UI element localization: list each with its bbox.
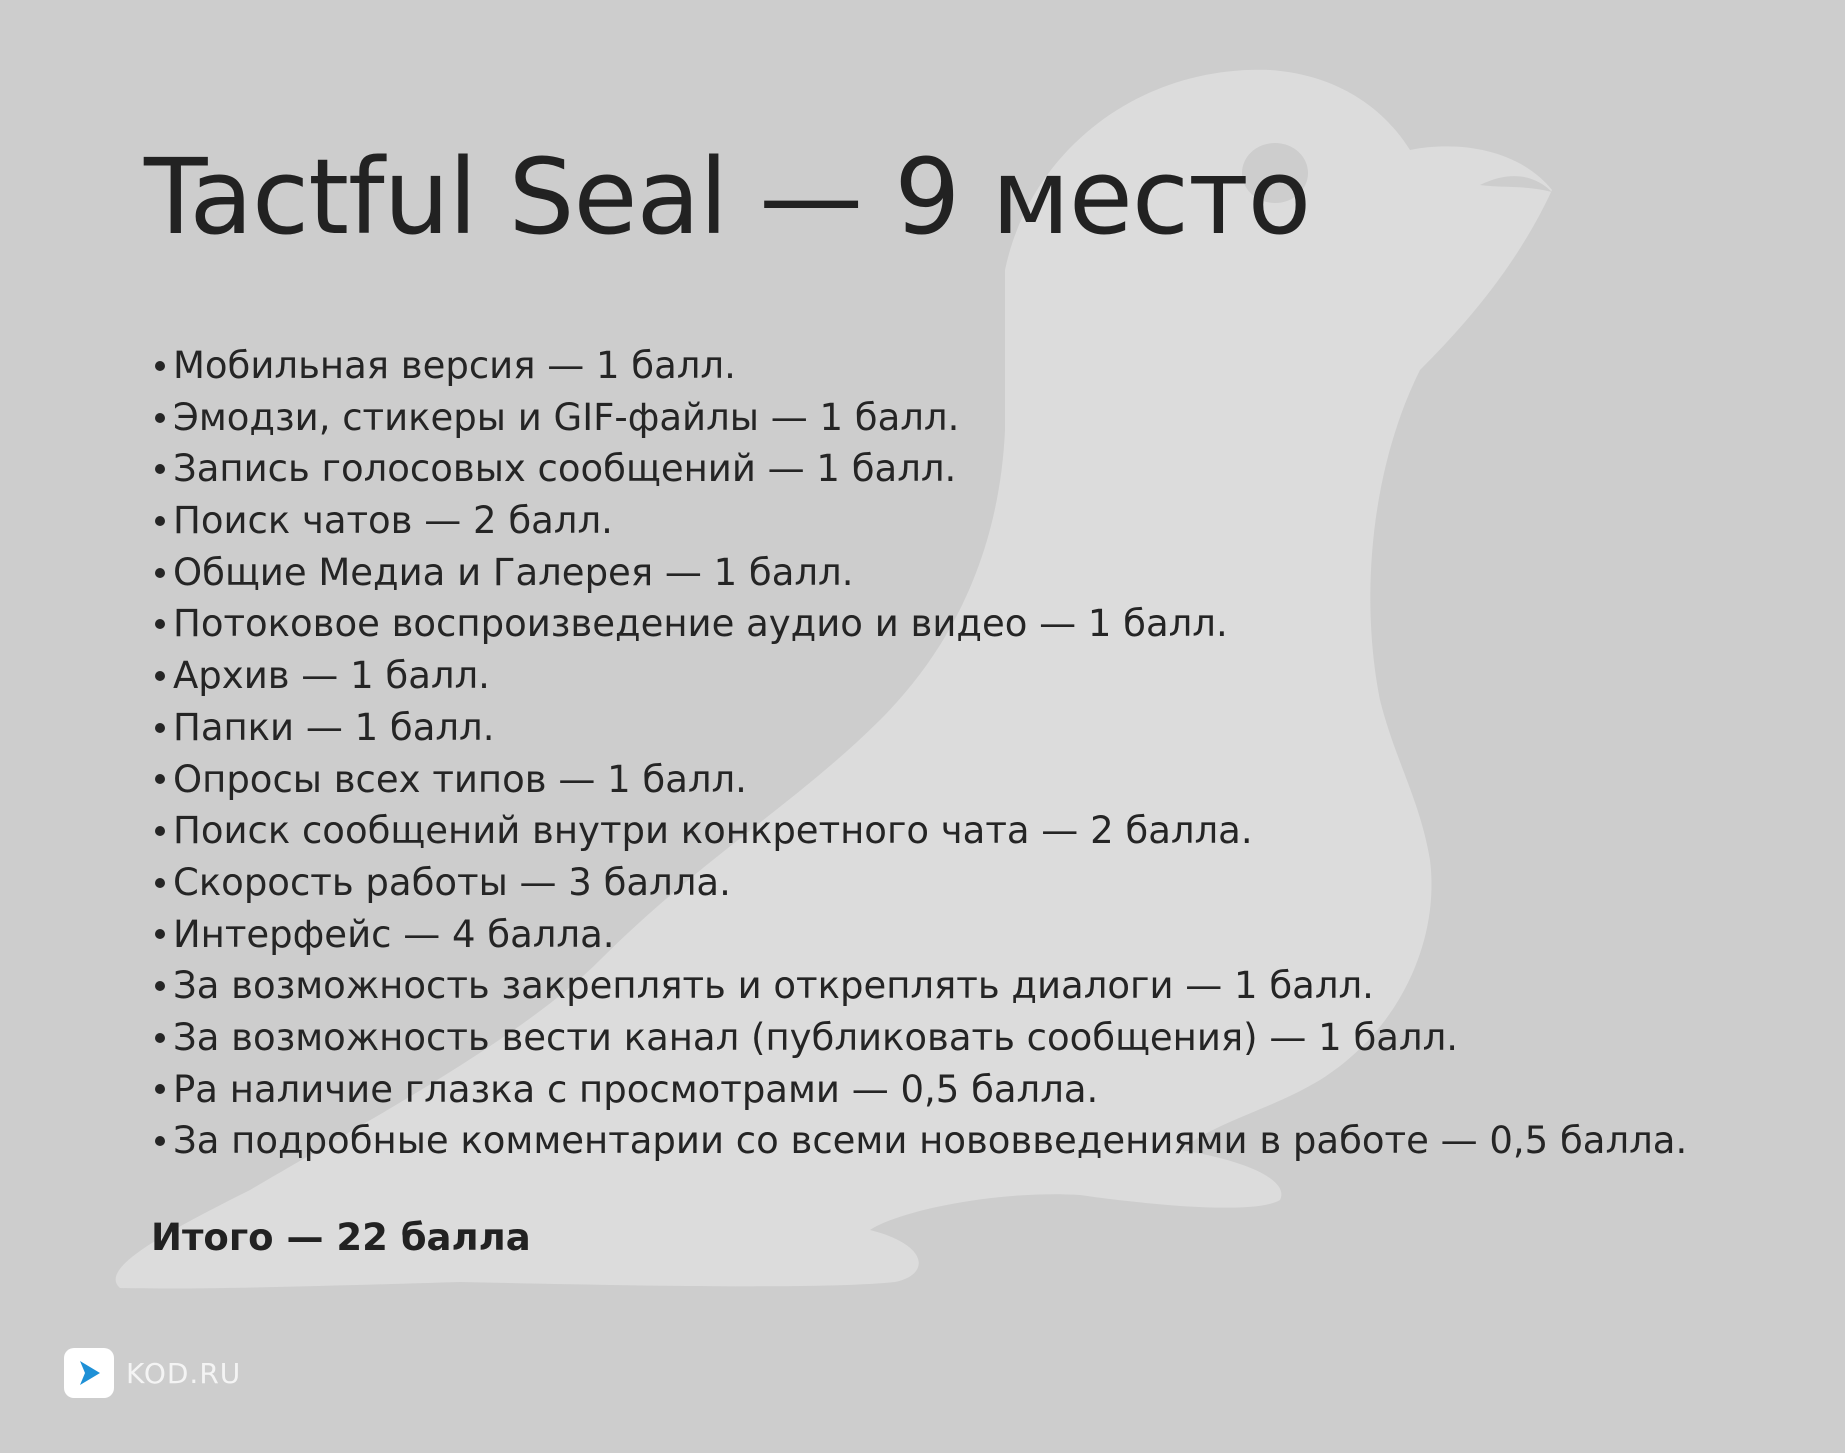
list-item — [151, 857, 1687, 909]
list-item — [151, 702, 1687, 754]
list-item-text: Скорость работы — 3 балла. — [173, 860, 731, 904]
list-item-text: Эмодзи, стикеры и GIF-файлы — 1 балл. — [173, 395, 960, 439]
list-item — [151, 1012, 1687, 1064]
list-item — [151, 960, 1687, 1012]
list-item — [151, 754, 1687, 806]
bullet-icon — [155, 929, 165, 939]
list-item-text: Папки — 1 балл. — [173, 705, 495, 749]
list-item-text: Опросы всех типов — 1 балл. — [173, 757, 747, 801]
list-item-text: За возможность вести канал (публиковать сообщения) — 1 балл. — [173, 1015, 1458, 1059]
bullet-icon — [155, 413, 165, 423]
bullet-icon — [155, 878, 165, 888]
list-item — [151, 598, 1687, 650]
list-item — [151, 495, 1687, 547]
list-item-text: Поиск чатов — 2 балл. — [173, 499, 613, 543]
list-item-text: Интерфейс — 4 балла. — [173, 912, 615, 956]
list-item — [151, 650, 1687, 702]
list-item-text: Мобильная версия — 1 балл. — [173, 344, 736, 387]
list-item-text: Архив — 1 балл. — [173, 654, 490, 698]
kod-arrow-logo-icon — [64, 1348, 114, 1398]
list-item-text: Запись голосовых сообщений — 1 балл. — [173, 447, 957, 491]
list-item-text: За подробные комментарии со всеми нововведениями в работе — 0,5 балла. — [173, 1119, 1688, 1163]
list-item — [151, 340, 1687, 392]
list-item-text: Потоковое воспроизведение аудио и видео — 1 балл. — [173, 602, 1228, 646]
page-title: Tactful Seal — 9 место — [144, 136, 1311, 258]
bullet-icon — [155, 361, 165, 371]
bullet-icon — [155, 1033, 165, 1043]
bullet-icon — [155, 723, 165, 733]
list-item — [151, 547, 1687, 599]
list-item-text: Общие Медиа и Галерея — 1 балл. — [173, 550, 854, 594]
list-item-text: За возможность закреплять и откреплять диалоги — 1 балл. — [173, 964, 1374, 1008]
bullet-icon — [155, 826, 165, 836]
list-item-text: Поиск сообщений внутри конкретного чата — 2 балла. — [173, 809, 1253, 853]
bullet-icon — [155, 464, 165, 474]
brand-badge[interactable] — [64, 1348, 241, 1398]
bullet-icon — [155, 568, 165, 578]
bullet-icon — [155, 516, 165, 526]
bullet-icon — [155, 619, 165, 629]
list-item — [151, 1064, 1687, 1116]
bullet-icon — [155, 981, 165, 991]
bullet-icon — [155, 1136, 165, 1146]
list-item — [151, 392, 1687, 444]
list-item — [151, 443, 1687, 495]
total-score: Итого — 22 балла — [151, 1216, 531, 1259]
scoring-list — [151, 340, 1687, 1167]
list-item — [151, 909, 1687, 961]
bullet-icon — [155, 1084, 165, 1094]
bullet-icon — [155, 774, 165, 784]
list-item — [151, 805, 1687, 857]
list-item — [151, 1115, 1687, 1167]
brand-name: KOD.RU — [126, 1356, 242, 1390]
list-item-text: Ра наличие глазка с просмотрами — 0,5 балла. — [173, 1067, 1099, 1111]
bullet-icon — [155, 671, 165, 681]
